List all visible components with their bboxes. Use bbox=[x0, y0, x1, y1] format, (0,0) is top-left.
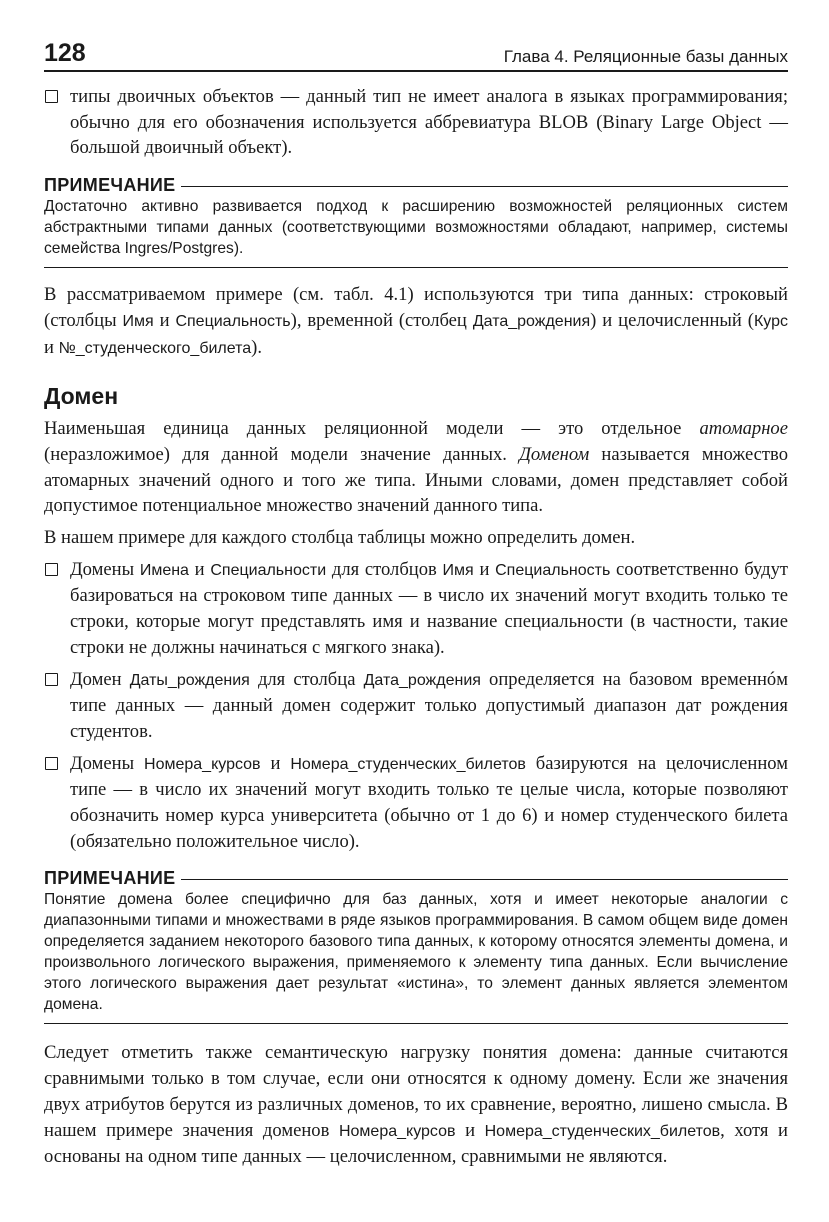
note-divider bbox=[181, 186, 788, 187]
list-item-blob bbox=[44, 84, 788, 161]
note-text: Достаточно активно развивается подход к расширению возможностей реляционных систем абстрактными типами данных (соответствующими возможностями обладают, например, системы семейства Ingres/Postgres). bbox=[44, 196, 788, 268]
note-divider bbox=[181, 879, 788, 880]
page-number: 128 bbox=[44, 39, 86, 67]
chapter-title: Глава 4. Реляционные базы данных bbox=[503, 47, 788, 66]
paragraph-example: В нашем примере для каждого столбца таблицы можно определить домен. bbox=[44, 527, 636, 549]
note-title: ПРИМЕЧАНИЕ bbox=[44, 868, 176, 889]
checkbox-bullet-icon bbox=[45, 90, 58, 103]
checkbox-bullet-icon bbox=[45, 563, 58, 576]
list-item-numbers: Домены Номера_курсов и Номера_студенческих_билетов базируются на целочисленном типе — в число их значений могут входить только те целые числа, которые позволяют обозначить номер курса университета (обычно от 1 до 6) и номер студенческого билета (обязательно положительное число). bbox=[44, 751, 788, 855]
note-block-1 bbox=[44, 175, 788, 268]
section-heading: Домен bbox=[44, 383, 119, 410]
list-item-names: Домены Имена и Специальности для столбцов Имя и Специальность соответственно будут базироваться на строковом типе данных — в число их значений могут входить только те строки, которые могут представлять имя и название специальности (в частности, такие строки не должны начинаться с мягкого знака). bbox=[44, 557, 788, 661]
list-item-dates: Домен Даты_рождения для столбца Дата_рождения определяется на базовом временнóм типе данных — данный домен содержит только допустимый диапазон дат рождения студентов. bbox=[44, 667, 788, 745]
paragraph-semantics: Следует отметить также семантическую нагрузку понятия домена: данные считаются сравнимыми только в том случае, если они относятся к одному домену. Если же значения двух атрибутов берутся из различных доменов, то их сравнение, вероятно, лишено смысла. В нашем примере значения доменов Номера_курсов и Номера_студенческих_билетов, хотя и основаны на одном типе данных — целочисленном, сравнимыми не являются. bbox=[44, 1042, 788, 1168]
checkbox-bullet-icon bbox=[45, 757, 58, 770]
list-item-text: типы двоичных объектов — данный тип не имеет аналога в языках программирования; обычно для его обозначения используется аббревиатура BLOB (Binary Large Object — большой двоичный объект). bbox=[70, 86, 788, 159]
running-head bbox=[44, 36, 788, 72]
note-text: Понятие домена более специфично для баз данных, хотя и имеет некоторые аналогии с диапазонными типами и множествами в ряде языков программирования. В самом общем виде домен определяется заданием некоторого базового типа данных, к которому относятся элементы домена, и произвольного логического выражения, применяемого к элементу типа данных. Если вычисление этого логического выражения дает результат «истина», то элемент данных является элементом домена. bbox=[44, 889, 788, 1024]
book-page bbox=[44, 36, 788, 1170]
checkbox-bullet-icon bbox=[45, 673, 58, 686]
note-title: ПРИМЕЧАНИЕ bbox=[44, 175, 176, 196]
paragraph-types: В рассматриваемом примере (см. табл. 4.1) используются три типа данных: строковый (столбцы Имя и Специальность), временной (столбец Дата_рождения) и целочисленный (Курс и №_студенческого_билета). bbox=[44, 284, 789, 358]
note-block-2 bbox=[44, 868, 788, 1024]
paragraph-definition: Наименьшая единица данных реляционной модели — это отдельное атомарное (неразложимое) для данной модели значение данных. Доменом называется множество атомарных значений одного и того же типа. Иными словами, домен представляет собой допустимое потенциальное множество значений данного типа. bbox=[44, 418, 789, 517]
